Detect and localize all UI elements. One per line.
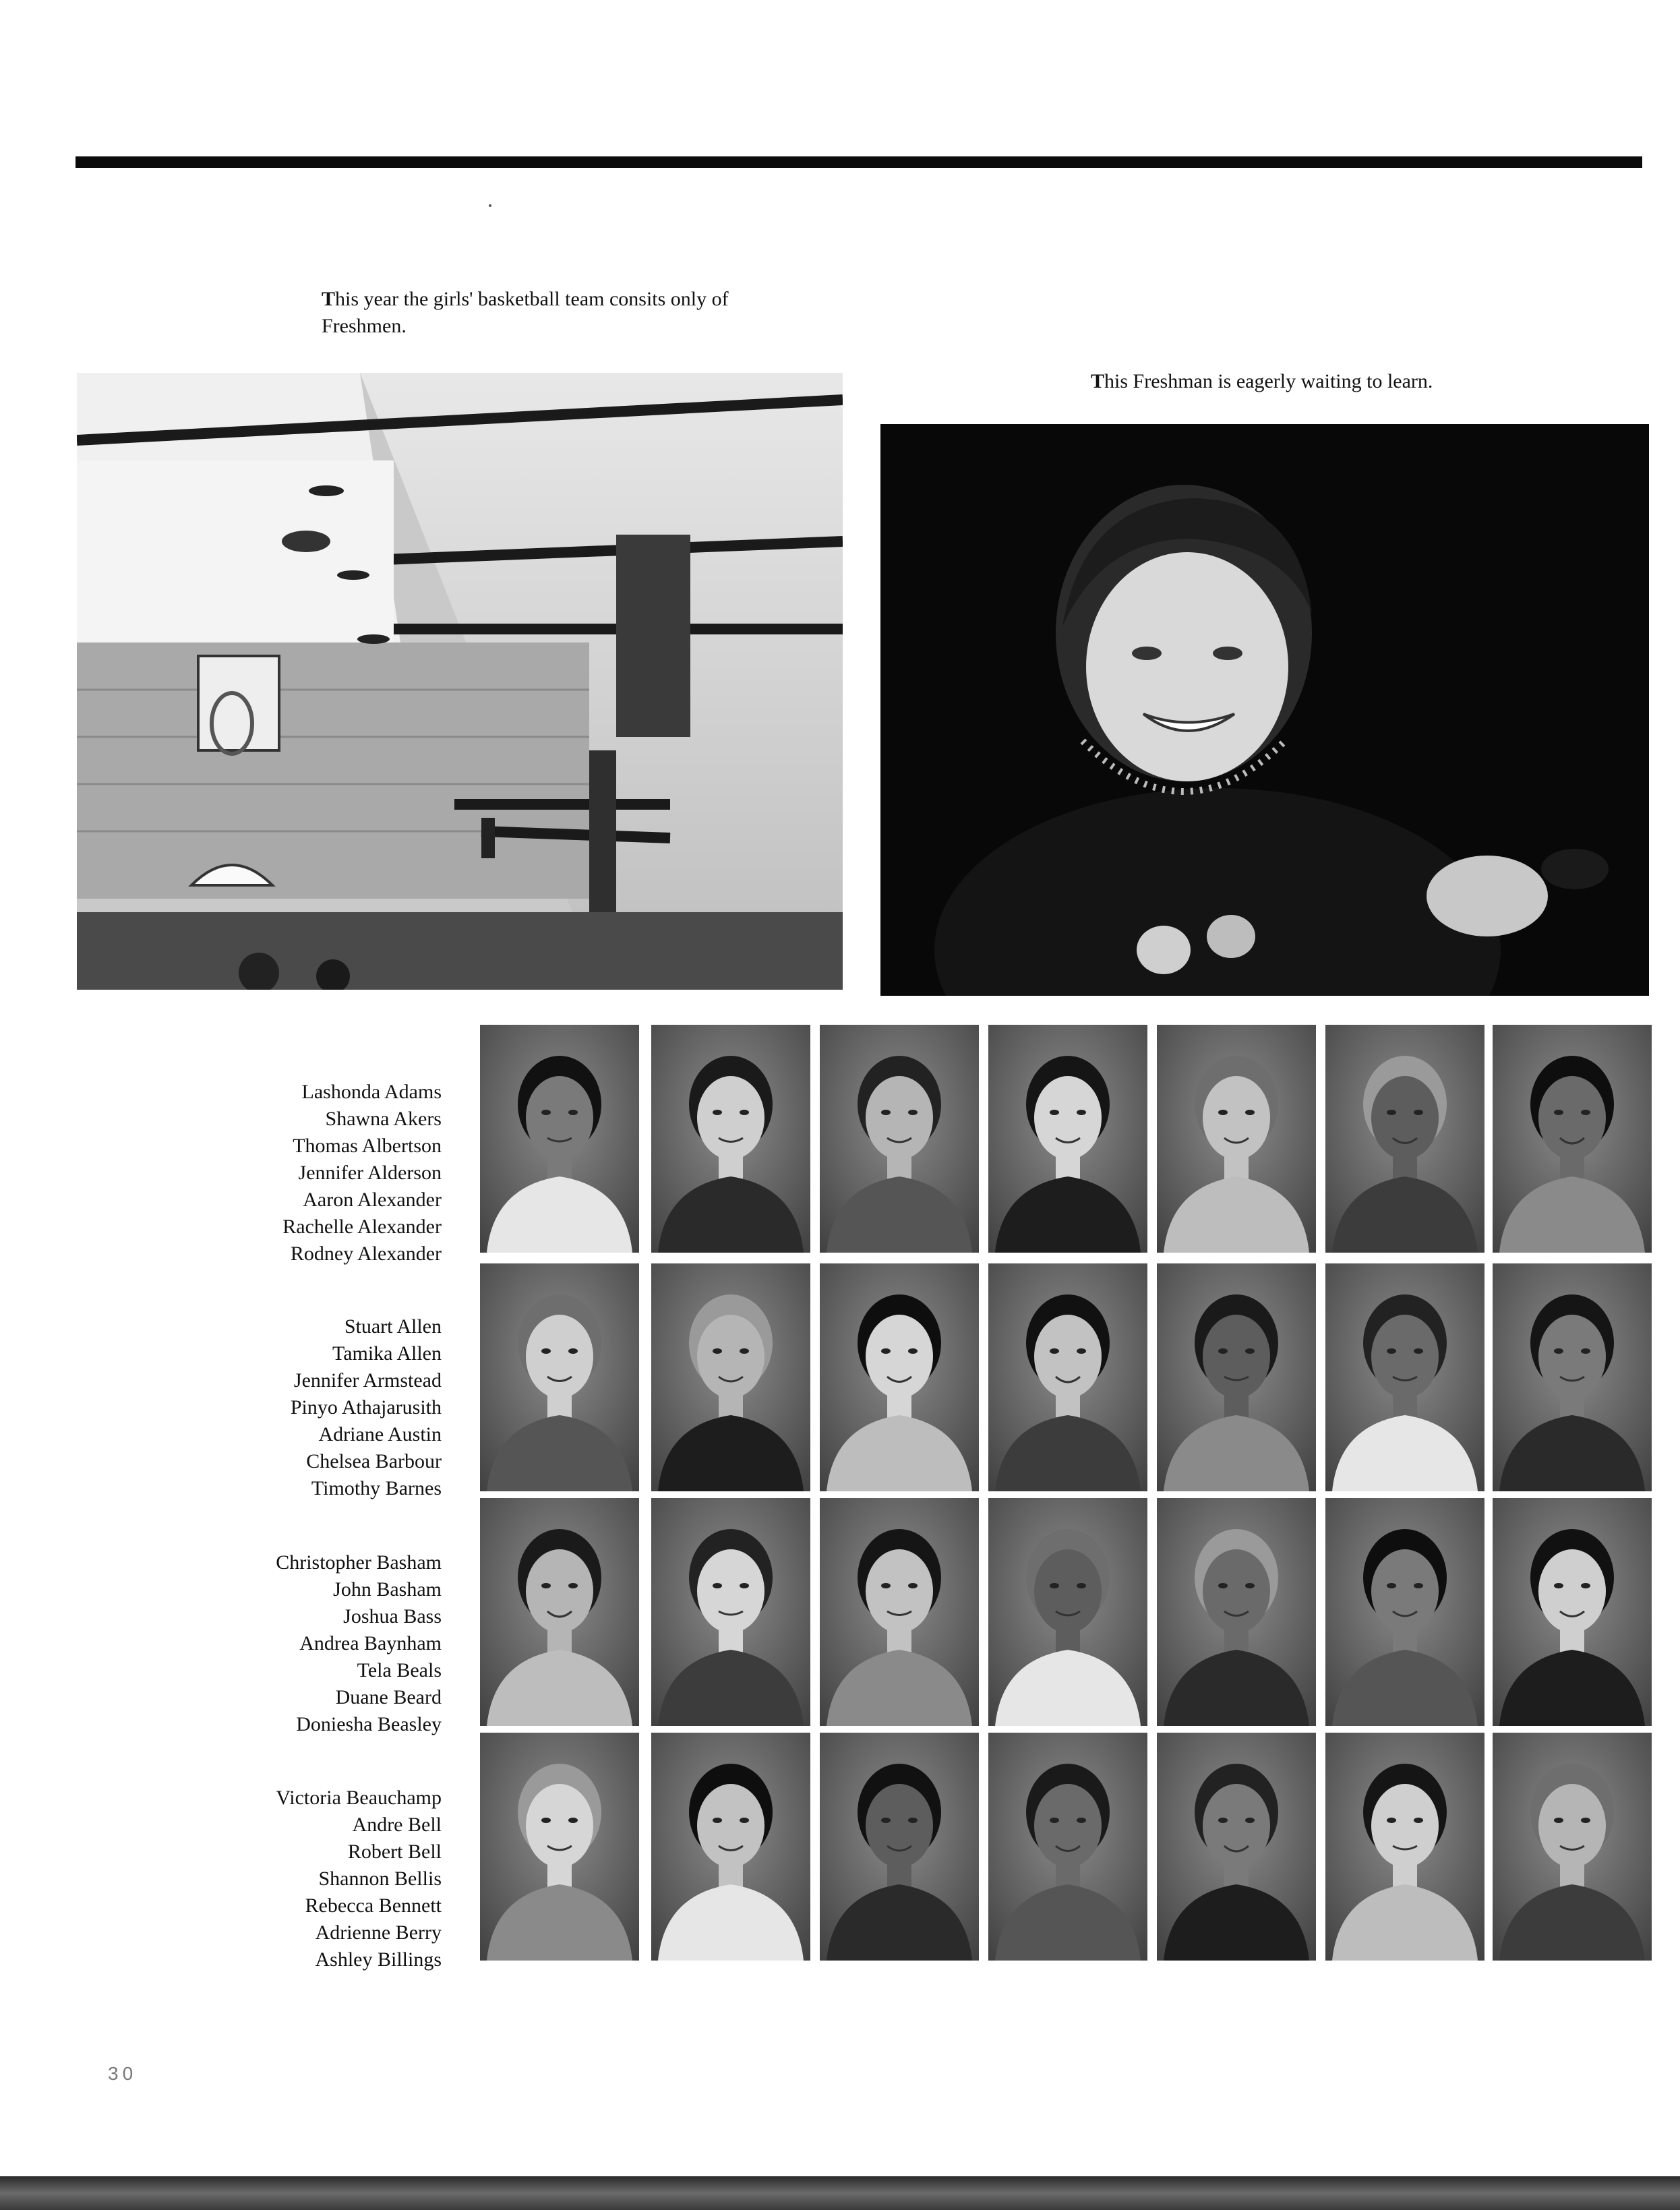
student-name: Chelsea Barbour — [306, 1450, 442, 1472]
student-portrait — [651, 1263, 810, 1491]
student-portrait — [1325, 1498, 1484, 1726]
student-portrait — [1325, 1733, 1484, 1961]
scan-edge — [0, 2176, 1680, 2210]
gym-basketball-photo — [77, 373, 843, 990]
student-name: Stuart Allen — [344, 1315, 442, 1338]
smiling-freshman-photo — [880, 424, 1649, 996]
student-portrait — [988, 1733, 1147, 1961]
student-portrait — [1493, 1025, 1652, 1253]
name-list-row-4 — [276, 1785, 442, 1973]
student-portrait — [1493, 1263, 1652, 1491]
student-name: Pinyo Athajarusith — [290, 1396, 442, 1418]
student-portrait — [1493, 1498, 1652, 1726]
student-name: Thomas Albertson — [293, 1135, 442, 1157]
page-number: 30 — [108, 2063, 138, 2084]
student-name: Jennifer Armstead — [293, 1369, 442, 1392]
student-name: Rachelle Alexander — [282, 1216, 442, 1238]
student-name: Doniesha Beasley — [296, 1713, 442, 1735]
student-name: Adrienne Berry — [315, 1921, 442, 1944]
portrait-row — [480, 1733, 1650, 1962]
student-portrait — [1157, 1498, 1316, 1726]
student-name: Andrea Baynham — [299, 1632, 442, 1654]
student-name: Tamika Allen — [332, 1342, 442, 1365]
student-name: Aaron Alexander — [303, 1189, 442, 1211]
student-name: Shawna Akers — [325, 1108, 442, 1130]
student-name: Andre Bell — [352, 1814, 442, 1836]
student-portrait — [651, 1025, 810, 1253]
student-portrait — [480, 1733, 639, 1961]
name-list-row-3 — [276, 1549, 442, 1738]
student-portrait — [988, 1263, 1147, 1491]
student-name: Rebecca Bennett — [305, 1894, 442, 1917]
student-name: Tela Beals — [357, 1659, 442, 1681]
portrait-row — [480, 1263, 1650, 1493]
student-name: Victoria Beauchamp — [276, 1787, 442, 1809]
student-portrait — [480, 1498, 639, 1726]
student-portrait — [988, 1025, 1147, 1253]
speck — [489, 204, 491, 207]
student-name: Jennifer Alderson — [298, 1162, 442, 1184]
student-name: Lashonda Adams — [301, 1081, 442, 1103]
student-portrait — [1157, 1025, 1316, 1253]
student-portrait — [988, 1498, 1147, 1726]
student-portrait — [820, 1263, 979, 1491]
student-portrait — [1325, 1263, 1484, 1491]
gym-photo-caption: This year the girls' basketball team consits only of Freshmen. — [322, 288, 729, 337]
portrait-row — [480, 1025, 1650, 1254]
student-name: Robert Bell — [347, 1841, 442, 1863]
student-name: Shannon Bellis — [318, 1868, 442, 1890]
student-portrait — [480, 1263, 639, 1491]
student-name: Christopher Basham — [276, 1551, 442, 1574]
name-list-row-2 — [291, 1313, 442, 1502]
student-name: Adriane Austin — [318, 1423, 442, 1445]
student-portrait — [1493, 1733, 1652, 1961]
name-list-row-1 — [282, 1079, 442, 1267]
student-portrait — [651, 1733, 810, 1961]
student-portrait — [820, 1733, 979, 1961]
student-portrait — [651, 1498, 810, 1726]
portrait-row — [480, 1498, 1650, 1727]
portrait-photo-caption: This Freshman is eagerly waiting to learn. — [1091, 370, 1433, 392]
header-rule — [76, 156, 1642, 168]
student-name: John Basham — [333, 1578, 442, 1601]
student-name: Joshua Bass — [343, 1605, 442, 1627]
student-name: Duane Beard — [335, 1686, 442, 1708]
student-portrait — [820, 1498, 979, 1726]
student-portrait — [1157, 1733, 1316, 1961]
student-portrait — [480, 1025, 639, 1253]
student-name: Ashley Billings — [315, 1948, 442, 1971]
student-name: Timothy Barnes — [311, 1477, 442, 1499]
student-name: Rodney Alexander — [290, 1243, 442, 1265]
student-portrait — [1325, 1025, 1484, 1253]
student-portrait — [820, 1025, 979, 1253]
student-portrait — [1157, 1263, 1316, 1491]
